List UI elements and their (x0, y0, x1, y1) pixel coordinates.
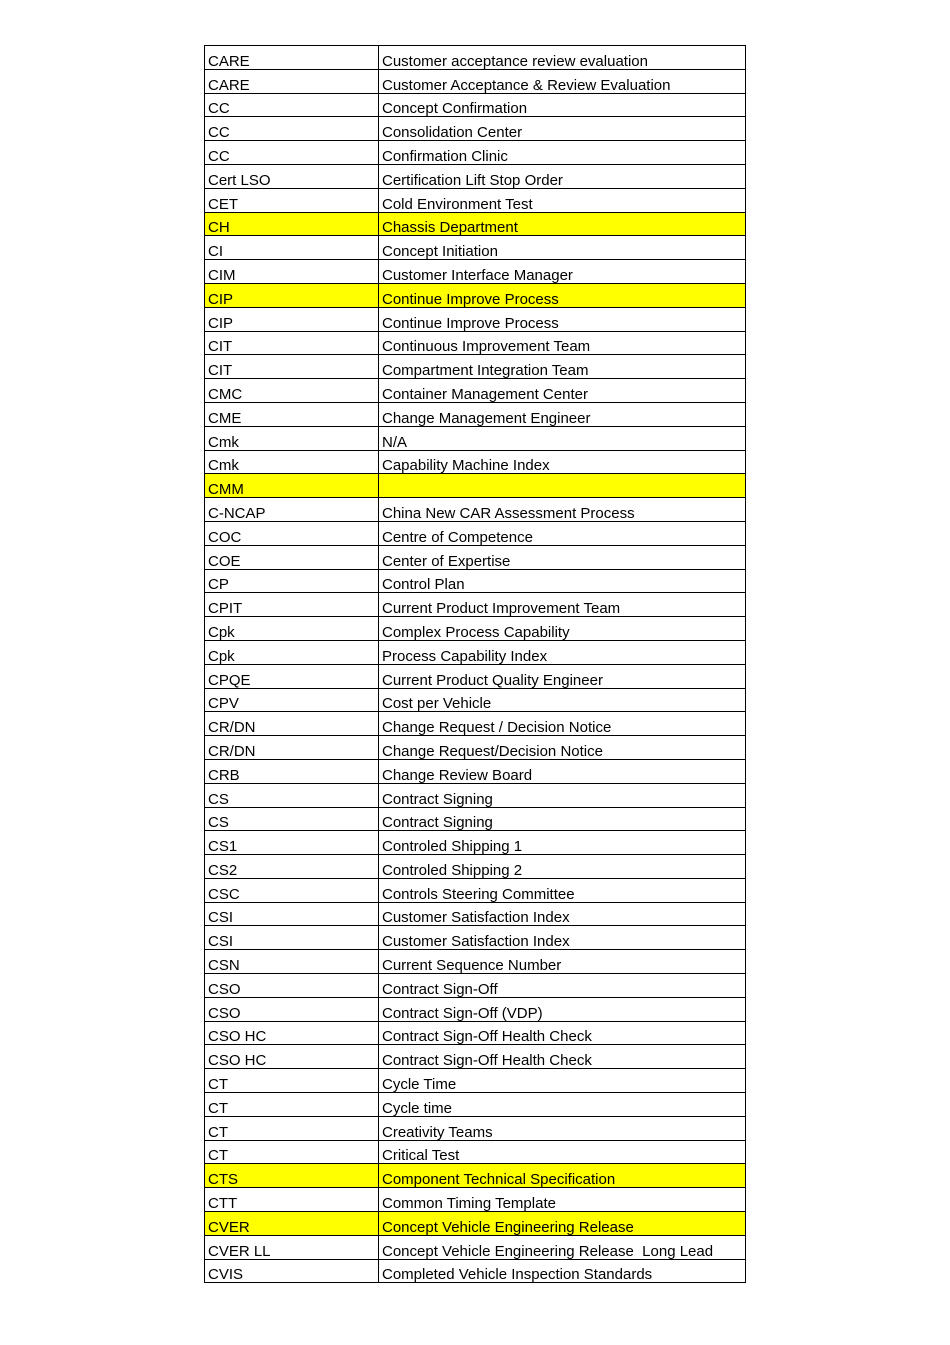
abbreviation-cell: CPQE (205, 664, 379, 688)
abbreviation-cell: CIT (205, 355, 379, 379)
table-row (205, 569, 746, 593)
abbreviation-cell: CVIS (205, 1259, 379, 1283)
table-row (205, 1021, 746, 1045)
table-row (205, 1212, 746, 1236)
table-row (205, 1188, 746, 1212)
abbreviation-cell: CIT (205, 331, 379, 355)
abbreviation-cell: CC (205, 117, 379, 141)
table-row (205, 664, 746, 688)
abbreviation-cell: CT (205, 1116, 379, 1140)
table-row (205, 855, 746, 879)
meaning-cell: Confirmation Clinic (379, 141, 746, 165)
meaning-cell: Cycle Time (379, 1069, 746, 1093)
meaning-cell: Certification Lift Stop Order (379, 164, 746, 188)
table-row (205, 1093, 746, 1117)
meaning-cell: Controls Steering Committee (379, 878, 746, 902)
meaning-cell: Contract Sign-Off (VDP) (379, 997, 746, 1021)
meaning-cell: Change Request/Decision Notice (379, 736, 746, 760)
table-row (205, 450, 746, 474)
meaning-cell: Cold Environment Test (379, 188, 746, 212)
table-row (205, 736, 746, 760)
meaning-cell: Change Request / Decision Notice (379, 712, 746, 736)
table-row (205, 236, 746, 260)
meaning-cell: Contract Sign-Off Health Check (379, 1045, 746, 1069)
meaning-cell: Center of Expertise (379, 545, 746, 569)
table-row (205, 783, 746, 807)
abbreviation-cell: Cpk (205, 640, 379, 664)
abbreviation-cell: COC (205, 521, 379, 545)
abbreviation-cell: CT (205, 1140, 379, 1164)
table-row (205, 46, 746, 70)
table-row (205, 688, 746, 712)
meaning-cell: Component Technical Specification (379, 1164, 746, 1188)
abbreviation-cell: CMC (205, 379, 379, 403)
meaning-cell (379, 474, 746, 498)
table-row (205, 807, 746, 831)
abbreviation-cell: CPV (205, 688, 379, 712)
table-row (205, 831, 746, 855)
abbreviation-cell: CET (205, 188, 379, 212)
abbreviation-cell: CSC (205, 878, 379, 902)
meaning-cell: N/A (379, 426, 746, 450)
meaning-cell: Continuous Improvement Team (379, 331, 746, 355)
abbreviation-cell: CME (205, 402, 379, 426)
abbreviation-cell: CC (205, 141, 379, 165)
acronym-table-body (205, 46, 746, 1283)
abbreviation-cell: C-NCAP (205, 498, 379, 522)
table-row (205, 997, 746, 1021)
abbreviation-cell: CI (205, 236, 379, 260)
table-row (205, 902, 746, 926)
table-row (205, 545, 746, 569)
table-row (205, 1069, 746, 1093)
meaning-cell: China New CAR Assessment Process (379, 498, 746, 522)
table-row (205, 426, 746, 450)
abbreviation-cell: CSO HC (205, 1021, 379, 1045)
meaning-cell: Customer acceptance review evaluation (379, 46, 746, 70)
table-row (205, 617, 746, 641)
meaning-cell: Capability Machine Index (379, 450, 746, 474)
table-row (205, 926, 746, 950)
table-row (205, 260, 746, 284)
meaning-cell: Customer Interface Manager (379, 260, 746, 284)
meaning-cell: Compartment Integration Team (379, 355, 746, 379)
abbreviation-cell: COE (205, 545, 379, 569)
meaning-cell: Contract Sign-Off (379, 974, 746, 998)
meaning-cell: Concept Vehicle Engineering Release (379, 1212, 746, 1236)
abbreviation-cell: CIM (205, 260, 379, 284)
meaning-cell: Centre of Competence (379, 521, 746, 545)
abbreviation-cell: CS2 (205, 855, 379, 879)
meaning-cell: Completed Vehicle Inspection Standards (379, 1259, 746, 1283)
abbreviation-cell: CIP (205, 283, 379, 307)
table-row (205, 712, 746, 736)
table-row (205, 878, 746, 902)
meaning-cell: Current Product Quality Engineer (379, 664, 746, 688)
abbreviation-cell: Cmk (205, 426, 379, 450)
abbreviation-cell: CSO (205, 974, 379, 998)
meaning-cell: Change Review Board (379, 759, 746, 783)
table-row (205, 640, 746, 664)
abbreviation-cell: CS (205, 807, 379, 831)
abbreviation-cell: CSN (205, 950, 379, 974)
table-row (205, 69, 746, 93)
table-row (205, 93, 746, 117)
table-row (205, 307, 746, 331)
meaning-cell: Contract Signing (379, 783, 746, 807)
meaning-cell: Controled Shipping 1 (379, 831, 746, 855)
acronym-table-container (204, 45, 745, 1283)
meaning-cell: Continue Improve Process (379, 283, 746, 307)
meaning-cell: Container Management Center (379, 379, 746, 403)
table-row (205, 117, 746, 141)
abbreviation-cell: CS (205, 783, 379, 807)
meaning-cell: Critical Test (379, 1140, 746, 1164)
abbreviation-cell: CTT (205, 1188, 379, 1212)
abbreviation-cell: CR/DN (205, 736, 379, 760)
abbreviation-cell: CH (205, 212, 379, 236)
table-row (205, 1116, 746, 1140)
table-row (205, 379, 746, 403)
abbreviation-cell: CSO HC (205, 1045, 379, 1069)
table-row (205, 1140, 746, 1164)
abbreviation-cell: CVER (205, 1212, 379, 1236)
abbreviation-cell: CIP (205, 307, 379, 331)
abbreviation-cell: Cmk (205, 450, 379, 474)
meaning-cell: Common Timing Template (379, 1188, 746, 1212)
table-row (205, 950, 746, 974)
meaning-cell: Contract Sign-Off Health Check (379, 1021, 746, 1045)
meaning-cell: Customer Satisfaction Index (379, 902, 746, 926)
meaning-cell: Cycle time (379, 1093, 746, 1117)
meaning-cell: Controled Shipping 2 (379, 855, 746, 879)
table-row (205, 1235, 746, 1259)
abbreviation-cell: CMM (205, 474, 379, 498)
abbreviation-cell: CARE (205, 69, 379, 93)
table-row (205, 593, 746, 617)
abbreviation-cell: CR/DN (205, 712, 379, 736)
table-row (205, 188, 746, 212)
table-row (205, 1045, 746, 1069)
abbreviation-cell: CC (205, 93, 379, 117)
abbreviation-cell: CP (205, 569, 379, 593)
table-row (205, 283, 746, 307)
meaning-cell: Complex Process Capability (379, 617, 746, 641)
abbreviation-cell: Cpk (205, 617, 379, 641)
table-row (205, 331, 746, 355)
table-row (205, 355, 746, 379)
meaning-cell: Creativity Teams (379, 1116, 746, 1140)
abbreviation-cell: CVER LL (205, 1235, 379, 1259)
table-row (205, 521, 746, 545)
meaning-cell: Continue Improve Process (379, 307, 746, 331)
abbreviation-cell: CSI (205, 926, 379, 950)
abbreviation-cell: CARE (205, 46, 379, 70)
table-row (205, 402, 746, 426)
meaning-cell: Concept Vehicle Engineering Release Long Lead (379, 1235, 746, 1259)
abbreviation-cell: CSO (205, 997, 379, 1021)
table-row (205, 164, 746, 188)
meaning-cell: Change Management Engineer (379, 402, 746, 426)
abbreviation-cell: CRB (205, 759, 379, 783)
table-row (205, 759, 746, 783)
acronym-table (204, 45, 746, 1283)
meaning-cell: Concept Confirmation (379, 93, 746, 117)
abbreviation-cell: CT (205, 1093, 379, 1117)
meaning-cell: Concept Initiation (379, 236, 746, 260)
meaning-cell: Contract Signing (379, 807, 746, 831)
table-row (205, 1164, 746, 1188)
abbreviation-cell: CS1 (205, 831, 379, 855)
meaning-cell: Control Plan (379, 569, 746, 593)
meaning-cell: Customer Acceptance & Review Evaluation (379, 69, 746, 93)
meaning-cell: Current Sequence Number (379, 950, 746, 974)
abbreviation-cell: CPIT (205, 593, 379, 617)
table-row (205, 212, 746, 236)
abbreviation-cell: CTS (205, 1164, 379, 1188)
abbreviation-cell: Cert LSO (205, 164, 379, 188)
meaning-cell: Consolidation Center (379, 117, 746, 141)
meaning-cell: Chassis Department (379, 212, 746, 236)
meaning-cell: Customer Satisfaction Index (379, 926, 746, 950)
meaning-cell: Cost per Vehicle (379, 688, 746, 712)
table-row (205, 498, 746, 522)
abbreviation-cell: CSI (205, 902, 379, 926)
table-row (205, 141, 746, 165)
table-row (205, 974, 746, 998)
abbreviation-cell: CT (205, 1069, 379, 1093)
meaning-cell: Current Product Improvement Team (379, 593, 746, 617)
meaning-cell: Process Capability Index (379, 640, 746, 664)
table-row (205, 474, 746, 498)
table-row (205, 1259, 746, 1283)
